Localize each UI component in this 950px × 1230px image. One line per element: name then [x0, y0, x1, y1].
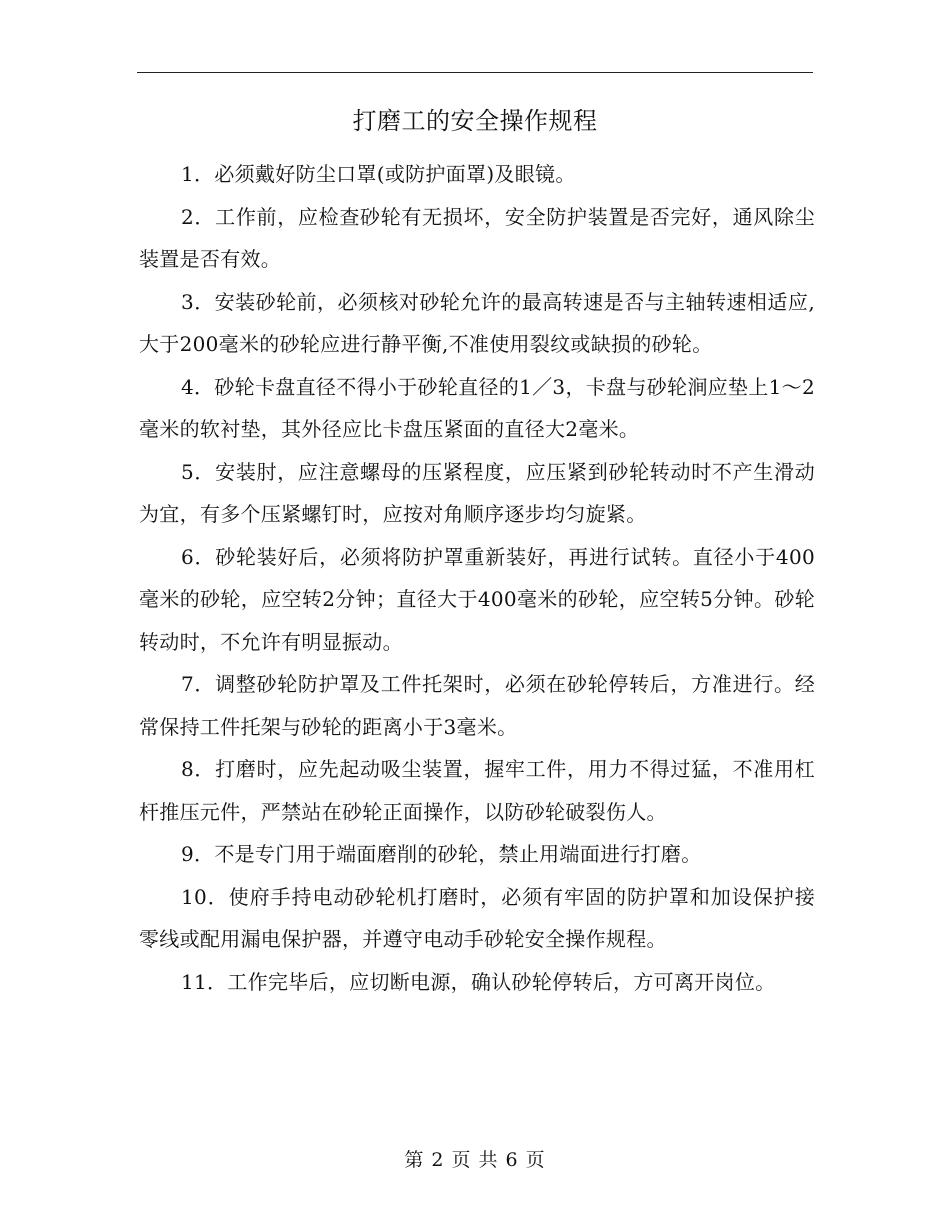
page-number-footer: 第 2 页 共 6 页: [404, 1149, 546, 1171]
paragraph-2: 2．工作前，应检查砂轮有无损坏，安全防护装置是否完好，通风除尘装置是否有效。: [139, 204, 815, 271]
header-rule: [137, 72, 813, 73]
paragraph-9: 9．不是专门用于端面磨削的砂轮，禁止用端面进行打磨。: [181, 842, 702, 866]
paragraph-3: 3．安装砂轮前，必须核对砂轮允许的最高转速是否与主轴转速相适应,大于200毫米的砂轮应进行静平衡,不准使用裂纹或缺损的砂轮。: [139, 289, 815, 356]
paragraph-1: 1．必须戴好防尘口罩(或防护面罩)及眼镜。: [181, 162, 576, 186]
paragraph-6: 6．砂轮装好后，必须将防护罩重新装好，再进行试转。直径小于400毫米的砂轮，应空转2分钟；直径大于400毫米的砂轮，应空转5分钟。砂轮转动时，不允许有明显振动。: [139, 544, 815, 654]
paragraph-4: 4．砂轮卡盘直径不得小于砂轮直径的1／3，卡盘与砂轮涧应垫上1～2毫米的软衬垫，其外径应比卡盘压紧面的直径大2毫米。: [139, 374, 815, 441]
paragraph-8: 8．打磨时，应先起动吸尘装置，握牢工件，用力不得过猛，不准用杠杆推压元件，严禁站在砂轮正面操作，以防砂轮破裂伤人。: [139, 757, 815, 824]
paragraph-11: 11．工作完毕后，应切断电源，确认砂轮停转后，方可离开岗位。: [181, 969, 776, 994]
paragraph-5: 5．安装肘，应注意螺母的压紧程度，应压紧到砂轮转动时不产生滑动为宜，有多个压紧螺钉时，应按对角顺序逐步均匀旋紧。: [139, 459, 815, 526]
document-title: 打磨工的安全操作规程: [352, 107, 598, 135]
paragraph-10: 10．使府手持电动砂轮机打磨时，必须有牢固的防护罩和加设保护接零线或配用漏电保护器，并遵守电动手砂轮安全操作规程。: [139, 884, 815, 951]
paragraph-7: 7．调整砂轮防护罩及工件托架时，必须在砂轮停转后，方准进行。经常保持工件托架与砂轮的距离小于3毫米。: [139, 672, 815, 739]
document-body: [139, 153, 815, 1003]
